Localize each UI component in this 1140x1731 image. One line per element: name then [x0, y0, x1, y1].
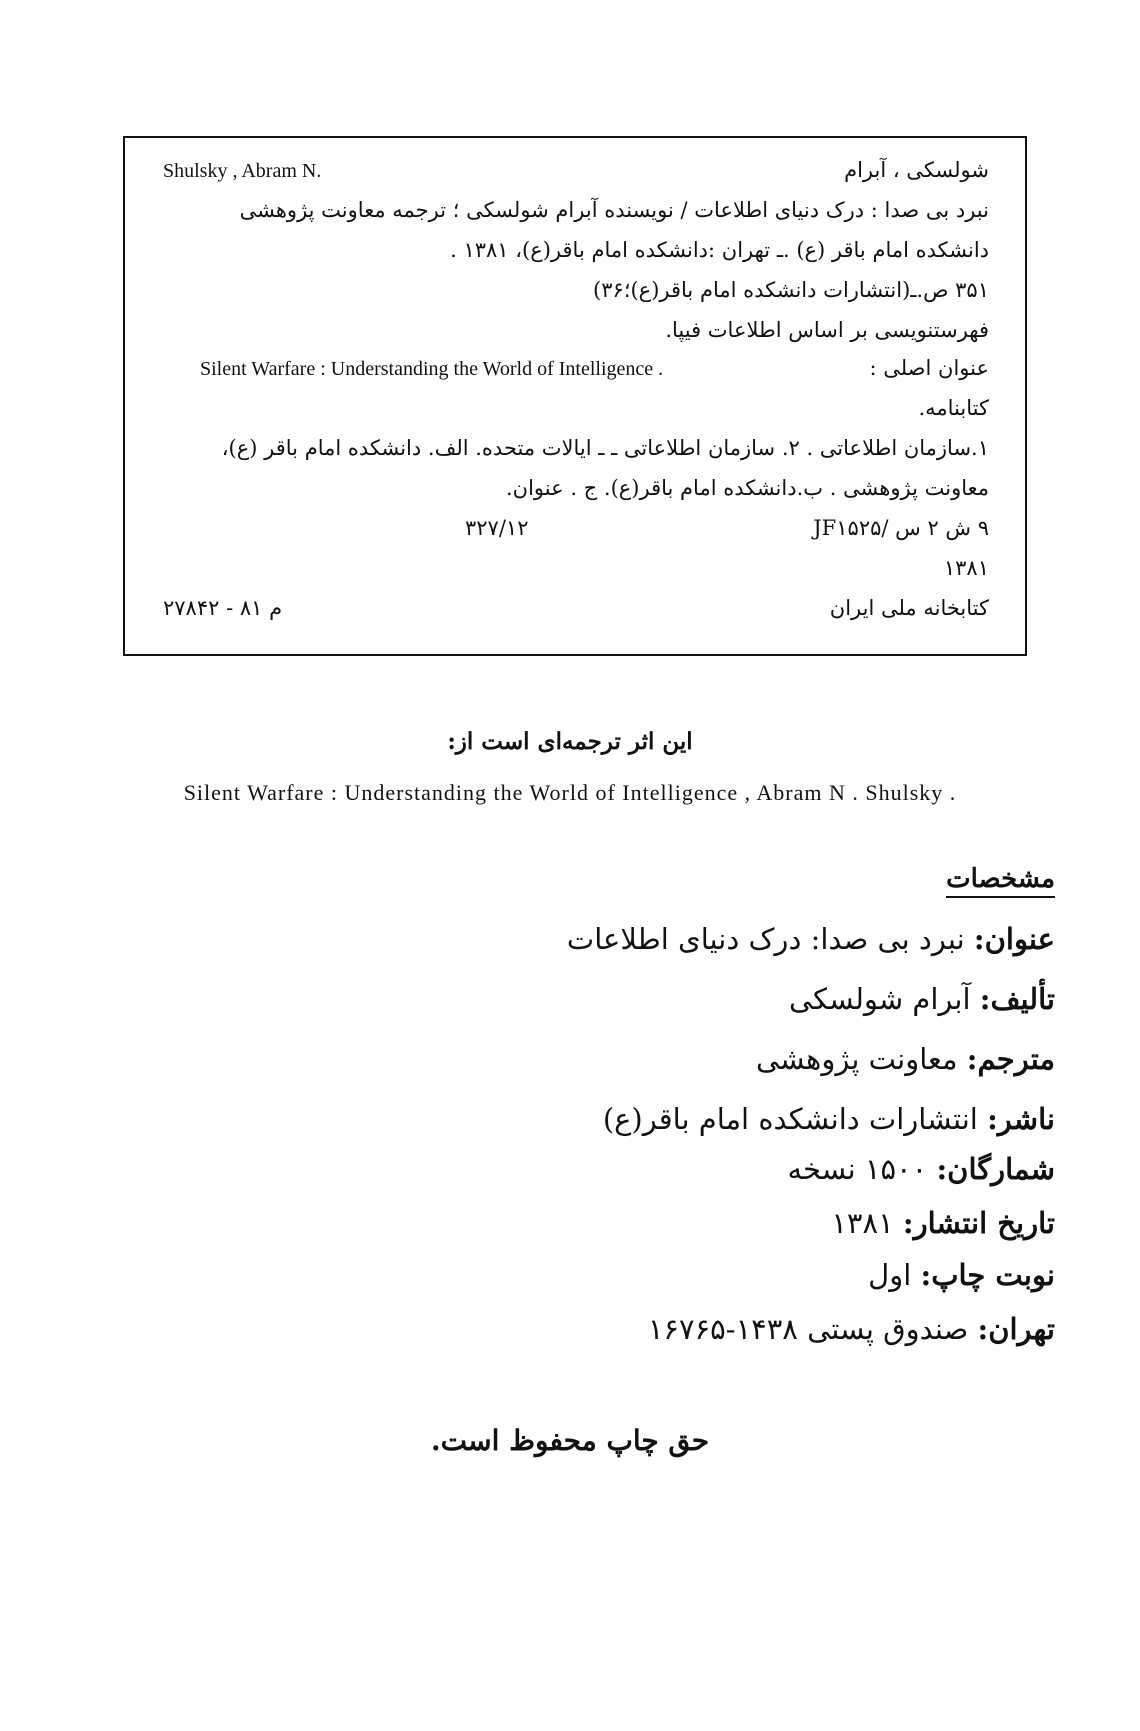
imprint: دانشکده امام باقر (ع) .ـ تهران :دانشکده امام باقر(ع)، ۱۳۸۱ .: [450, 238, 989, 262]
title-statement: نبرد بی صدا : درک دنیای اطلاعات / نویسنده آبرام شولسکی ؛ ترجمه معاونت پژوهشی: [239, 198, 989, 222]
spec-row-author: [789, 982, 1055, 1016]
spec-label: نوبت چاپ:: [920, 1258, 1055, 1292]
spec-value: انتشارات دانشکده امام باقر(ع): [602, 1102, 978, 1136]
spec-row-po-box: [648, 1312, 1055, 1346]
lc-classification: ۹ ش ۲ س /JF۱۵۲۵: [813, 516, 989, 540]
spec-row-translator: [756, 1042, 1055, 1076]
spec-label: تألیف:: [979, 982, 1055, 1016]
spec-row-publisher: [603, 1102, 1055, 1136]
physical-description: ۳۵۱ ص.ـ(انتشارات دانشکده امام باقر(ع)؛۳۶): [593, 278, 989, 302]
record-number: م ۸۱ - ۲۷۸۴۲: [163, 596, 283, 620]
original-title-english: Silent Warfare : Understanding the World of Intelligence .: [200, 358, 664, 380]
spec-value: ۱۵۰۰ نسخه: [787, 1152, 928, 1186]
subjects-line-2: معاونت پژوهشی . ب.دانشکده امام باقر(ع). ج . عنوان.: [506, 476, 989, 500]
fipa-note: فهرستنویسی بر اساس اطلاعات فیپا.: [665, 318, 989, 342]
spec-label: شمارگان:: [936, 1152, 1055, 1186]
spec-label: مترجم:: [966, 1042, 1055, 1076]
translation-heading: این اثر ترجمه‌ای است از:: [447, 728, 693, 755]
spec-label: تاریخ انتشار:: [902, 1206, 1055, 1240]
author-english: Shulsky , Abram N.: [163, 160, 322, 182]
spec-value: معاونت پژوهشی: [756, 1042, 958, 1076]
cataloging-record-box: [123, 136, 1027, 656]
author-persian: شولسکی ، آبرام: [844, 158, 989, 182]
spec-value: اول: [868, 1258, 912, 1292]
spec-row-print-run: [787, 1152, 1055, 1186]
dewey-classification: ۳۲۷/۱۲: [465, 516, 529, 540]
spec-value: آبرام شولسکی: [789, 982, 971, 1016]
spec-label: ناشر:: [987, 1102, 1055, 1136]
spec-value: صندوق پستی ۱۴۳۸-۱۶۷۶۵: [647, 1312, 969, 1346]
spec-label: عنوان:: [973, 922, 1055, 956]
spec-row-publication-date: [831, 1206, 1055, 1240]
specs-heading: مشخصات: [946, 864, 1055, 898]
national-library: کتابخانه ملی ایران: [829, 596, 989, 620]
catalog-year: ۱۳۸۱: [943, 556, 989, 580]
original-title-line: Silent Warfare : Understanding the World of Intelligence , Abram N . Shulsky .: [183, 780, 957, 805]
spec-value: ۱۳۸۱: [831, 1206, 894, 1240]
spec-row-title: [567, 922, 1055, 956]
spec-label: تهران:: [977, 1312, 1055, 1346]
spec-row-edition: [868, 1258, 1055, 1292]
spec-value: نبرد بی صدا: درک دنیای اطلاعات: [566, 922, 965, 956]
bibliography-note: کتابنامه.: [918, 396, 989, 420]
subjects-line-1: ۱.سازمان اطلاعاتی . ۲. سازمان اطلاعاتی ـ ـ ایالات متحده. الف. دانشکده امام باقر (ع)،: [221, 436, 989, 460]
original-title-label: عنوان اصلی :: [869, 356, 989, 380]
copyright-notice: حق چاپ محفوظ است.: [430, 1424, 710, 1457]
